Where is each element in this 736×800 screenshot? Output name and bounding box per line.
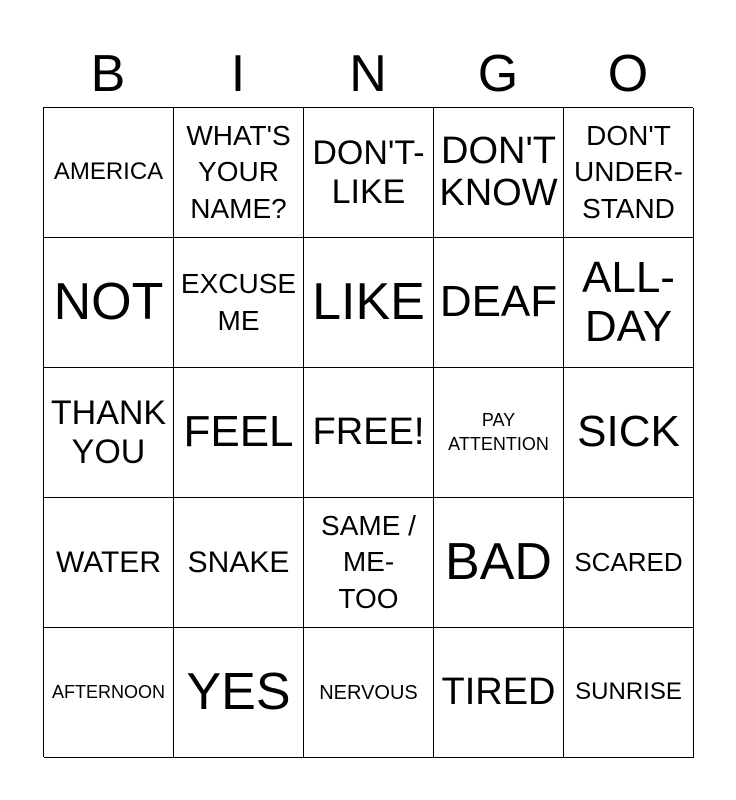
bingo-cell-r5-c3[interactable] bbox=[304, 628, 434, 758]
cell-label: SCARED bbox=[574, 547, 683, 578]
cell-label: ALL- DAY bbox=[582, 253, 675, 351]
cell-label: DON'T- LIKE bbox=[312, 134, 425, 211]
bingo-cell-r5-c1[interactable] bbox=[44, 628, 174, 758]
header-letter-b: B bbox=[90, 45, 126, 103]
cell-label: SNAKE bbox=[187, 545, 290, 579]
bingo-cell-r1-c5[interactable] bbox=[564, 108, 694, 238]
bingo-cell-r1-c1[interactable] bbox=[44, 108, 174, 238]
bingo-cell-r1-c4[interactable] bbox=[434, 108, 564, 238]
bingo-grid bbox=[43, 107, 693, 757]
bingo-cell-r3-c2[interactable] bbox=[174, 368, 304, 498]
cell-label: BAD bbox=[445, 533, 552, 592]
bingo-cell-r3-c4[interactable] bbox=[434, 368, 564, 498]
bingo-cell-r4-c5[interactable] bbox=[564, 498, 694, 628]
header-letter-i: I bbox=[230, 45, 246, 103]
bingo-cell-r4-c4[interactable] bbox=[434, 498, 564, 628]
bingo-cell-r3-c5[interactable] bbox=[564, 368, 694, 498]
bingo-cell-r5-c2[interactable] bbox=[174, 628, 304, 758]
bingo-cell-r2-c2[interactable] bbox=[174, 238, 304, 368]
bingo-cell-r1-c2[interactable] bbox=[174, 108, 304, 238]
bingo-cell-r2-c5[interactable] bbox=[564, 238, 694, 368]
cell-label: DON'T UNDER- STAND bbox=[574, 119, 683, 224]
cell-label: FEEL bbox=[183, 407, 294, 457]
cell-label: LIKE bbox=[312, 273, 425, 332]
bingo-cell-r4-c3[interactable] bbox=[304, 498, 434, 628]
bingo-cell-r4-c2[interactable] bbox=[174, 498, 304, 628]
cell-label: THANK YOU bbox=[50, 394, 167, 471]
cell-label: NERVOUS bbox=[319, 681, 418, 704]
bingo-cell-r3-c1[interactable] bbox=[44, 368, 174, 498]
cell-label: SUNRISE bbox=[575, 678, 682, 706]
cell-label: AFTERNOON bbox=[51, 681, 165, 702]
cell-label: WATER bbox=[56, 545, 161, 579]
cell-label: SICK bbox=[577, 407, 680, 457]
bingo-cell-r2-c1[interactable] bbox=[44, 238, 174, 368]
cell-label: NOT bbox=[53, 273, 164, 332]
cell-label: PAY ATTENTION bbox=[448, 410, 549, 454]
header-letter-o: O bbox=[607, 45, 649, 103]
cell-label: TIRED bbox=[441, 670, 556, 713]
bingo-cell-r5-c4[interactable] bbox=[434, 628, 564, 758]
bingo-cell-r5-c5[interactable] bbox=[564, 628, 694, 758]
header-letter-n: N bbox=[349, 45, 387, 103]
cell-label: WHAT'S YOUR NAME? bbox=[186, 119, 291, 224]
cell-label: EXCUSE ME bbox=[180, 268, 297, 336]
bingo-cell-r2-c4[interactable] bbox=[434, 238, 564, 368]
cell-label: SAME / ME- TOO bbox=[321, 509, 416, 614]
bingo-cell-r2-c3[interactable] bbox=[304, 238, 434, 368]
cell-label: AMERICA bbox=[53, 158, 164, 186]
bingo-cell-r3-c3[interactable] bbox=[304, 368, 434, 498]
bingo-header bbox=[43, 44, 693, 104]
bingo-cell-r4-c1[interactable] bbox=[44, 498, 174, 628]
cell-label: DEAF bbox=[439, 277, 558, 327]
bingo-cell-r1-c3[interactable] bbox=[304, 108, 434, 238]
cell-label: YES bbox=[186, 663, 291, 722]
header-letter-g: G bbox=[477, 45, 519, 103]
cell-label: FREE! bbox=[312, 410, 425, 453]
cell-label: DON'T KNOW bbox=[439, 129, 558, 214]
